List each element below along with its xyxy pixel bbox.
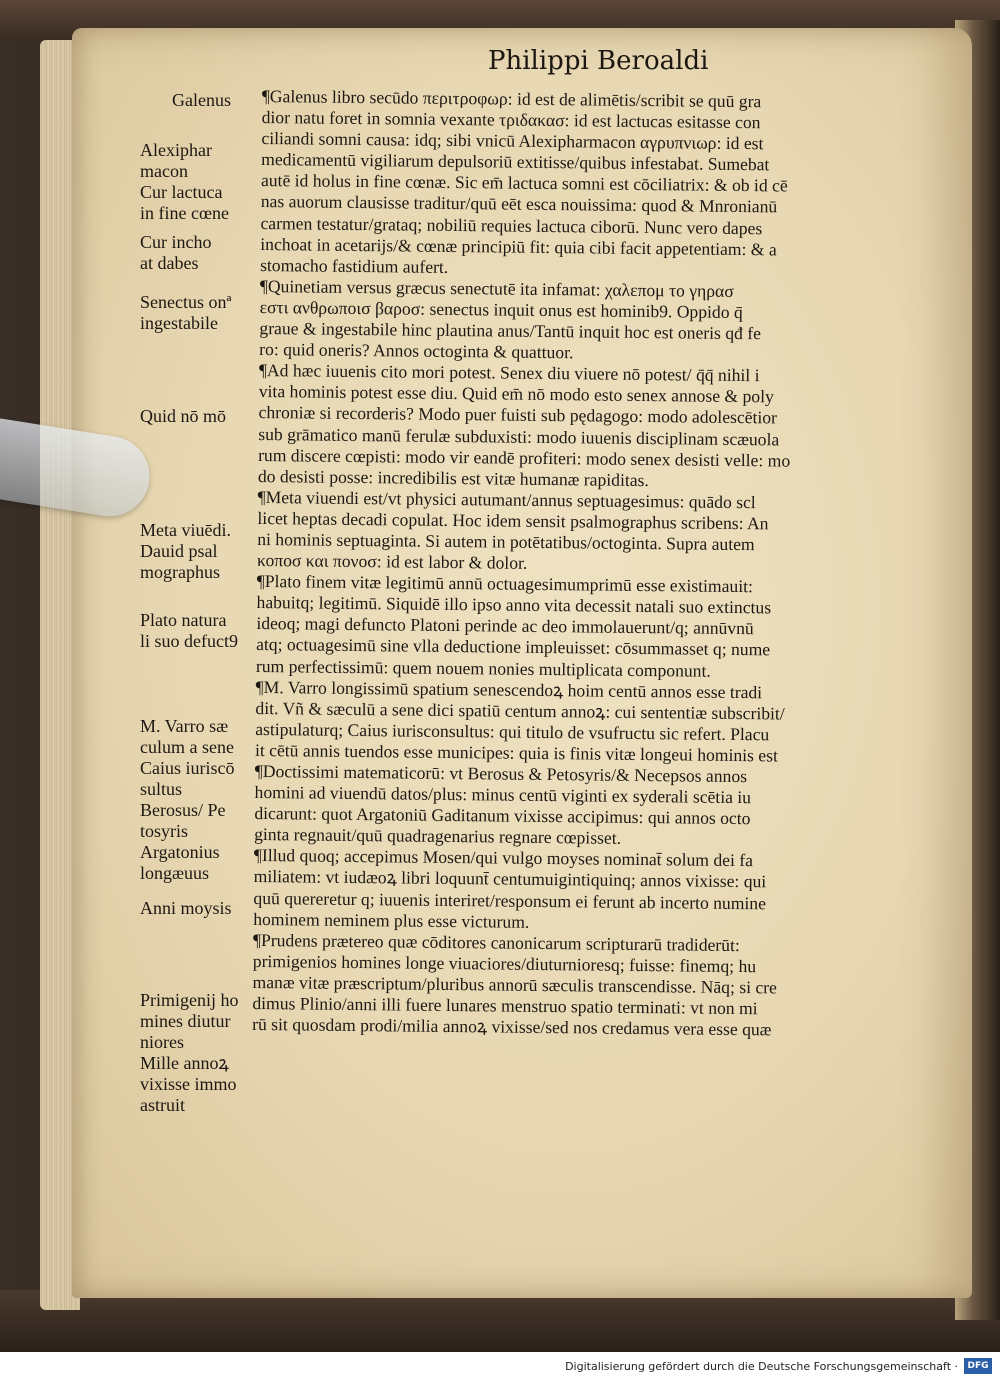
text-line: astipulaturq; Caius iurisconsultus: qui titulo de vsufructu sic refert. Placu xyxy=(255,718,770,745)
text-line: ¶Doctissimi matematicorū: vt Berosus & Petosyris/& Necepsos annos xyxy=(254,760,748,787)
text-line: ¶Ad hæc iuuenis cito mori potest. Senex diu viuere nō potest/ q̄q̄ nihil i xyxy=(258,360,760,386)
text-line: ¶Galenus libro secūdo περιτροφωρ: id est de alimētis/scribit se quū gra xyxy=(261,86,762,112)
text-line: nas auorum clausisse traditur/quū eēt esca nouissima: quod & Mnronianū xyxy=(260,191,778,217)
text-line: it cētū annis tuendos esse municipes: quia is finis vitæ longeui hominis est xyxy=(254,739,778,766)
text-line: chroniæ si recorderis? Modo puer fuisti sub pędagogo: modo adolescētior xyxy=(258,402,778,428)
margin-note-line: Argatonius xyxy=(140,842,220,862)
margin-note-line: Primigenij ho xyxy=(140,990,239,1010)
text-line: ciliandi somni causa: idq; sibi vnicū Alexipharmacon αγρυπνιωρ: id est xyxy=(261,128,764,154)
text-line: autē id holus in fine cœnæ. Sic em̄ lactuca somni est cōciliatrix: & ob id cē xyxy=(260,170,788,196)
margin-note-line: Berosus/ Pe xyxy=(140,800,226,820)
margin-note-line: Cur lactuca xyxy=(140,182,223,202)
margin-note xyxy=(140,716,265,800)
margin-note-line: at dabes xyxy=(140,253,199,273)
text-line: do desisti posse: incredibilis est vitæ humanæ rapiditas. xyxy=(257,465,649,490)
text-line: homini ad viuendū datos/plus: minus centū viginti ex syderali scētia iu xyxy=(254,782,752,808)
binding-bottom-edge xyxy=(0,1290,1000,1352)
text-line: ideoq; magi defuncto Platoni perinde ac deo immolauerunt/q; annūvnū xyxy=(256,613,754,639)
margin-note xyxy=(140,406,265,427)
margin-note-line: macon xyxy=(140,161,188,181)
margin-note-line: li suo defuct9 xyxy=(140,631,238,651)
text-line: ¶Prudens prætereo quæ cōditores canonicarum scripturarū tradiderūt: xyxy=(252,929,740,955)
margin-note-line: Galenus xyxy=(172,90,231,110)
text-line: miliatem: vt iudæoꝝ libri loquunt̄ centumuigintiquinq; annos vixisse: qui xyxy=(253,866,767,892)
margin-note-line: astruit xyxy=(140,1095,185,1115)
margin-note xyxy=(140,610,265,652)
margin-note-line: tosyris xyxy=(140,821,189,841)
text-line: ¶Illud quoq; accepimus Mosen/qui vulgo moyses nominat̄ solum dei fa xyxy=(253,845,754,871)
text-line: licet heptas decadi copulat. Hoc idem sensit psalmographus scribens: An xyxy=(257,507,769,534)
text-line: dior natu foret in somnia vexante τριδακασ: id est lactucas esitasse con xyxy=(261,107,761,133)
text-line: ¶Plato finem vitæ legitimū annū octuagesimumprimū esse existimauit: xyxy=(256,571,754,597)
margin-note-line: Caius iuriscō xyxy=(140,758,235,778)
margin-note-line: Anni moysis xyxy=(140,898,232,918)
margin-note xyxy=(140,898,265,919)
text-line: primigenios homines longe viuaciores/diuturnioresq; fuisse: finemq; hu xyxy=(252,950,757,977)
text-line: κοποσ και πονοσ: id est labor & dolor. xyxy=(256,550,528,573)
text-line: rum perfectissimū: quem nouem nonies multiplicata componunt. xyxy=(255,655,711,681)
margin-note-line: longæuus xyxy=(140,863,210,883)
margin-note xyxy=(140,140,265,182)
dfg-logo: DFG xyxy=(964,1358,992,1374)
text-line: ginta regnauit/quū quadragenarius regnare cœpisset. xyxy=(254,824,622,849)
main-text-block xyxy=(252,86,938,1042)
text-line: dit. Vñ & sæculū a sene dici spatiū centum annoꝝ: cui sententiæ subscribit/ xyxy=(255,697,785,724)
margin-note-line: Cur incho xyxy=(140,232,212,252)
text-line: εστι ανθρωποισ βαροσ: senectus inquit onus est hominib9. Oppido q̄ xyxy=(259,296,743,322)
text-line: carmen testatur/grataq; nobiliū requies lactuca ciborū. Nunc vero dapes xyxy=(260,212,763,238)
margin-note-line: Plato natura xyxy=(140,610,227,630)
text-line: ¶Quinetiam versus græcus senectutē ita infamat: χαλεπομ το γηρασ xyxy=(259,275,734,301)
text-line: dicarunt: quot Argatoniū Gaditanum vixisse accipimus: qui annos octo xyxy=(254,803,751,829)
footer-credit: Digitalisierung gefördert durch die Deutsche Forschungsgemeinschaft · xyxy=(565,1360,958,1373)
margin-note-line: niores xyxy=(140,1032,184,1052)
margin-note-line: sultus xyxy=(140,779,183,799)
margin-note xyxy=(140,292,265,334)
margin-note-line: Quid nō mō xyxy=(140,406,227,426)
text-line: ¶Meta viuendi est/vt physici autumant/annus septuagesimus: quādo scl xyxy=(257,486,756,512)
text-line: stomacho fastidium aufert. xyxy=(260,254,449,277)
margin-note-line: ingestabile xyxy=(140,313,218,333)
text-line: habuitq; legitimū. Siquidē illo ipso anno vita decessit natali suo extinctus xyxy=(256,592,772,618)
text-line: inchoat in acetarijs/& cœnæ principiū fit: quia cibi facit appetentiam: & a xyxy=(260,233,777,260)
text-line: rū sit quosdam prodi/milia annoꝝ vixisse/sed nos credamus vera esse quæ xyxy=(252,1014,772,1040)
text-line: ni hominis septuaginta. Si autem in potētatibus/octoginta. Supra autem xyxy=(257,528,755,555)
margin-note-line: Dauid psal xyxy=(140,541,218,561)
margin-note-line: Meta viuēdi. xyxy=(140,520,231,540)
text-line: manæ vitæ præscriptum/pluribus annorū sæculis transcendisse. Nāq; si cre xyxy=(252,971,778,998)
margin-note-line: in fine cœne xyxy=(140,203,229,223)
margin-note xyxy=(140,182,265,224)
margin-note xyxy=(172,90,297,111)
text-line: medicamentū vigiliarum depulsoriū extitisse/quibus infestabat. Sumebat xyxy=(261,149,770,175)
text-line: quū quereretur q; iuuenis interiret/responsum ei ferunt ab incerto numine xyxy=(253,887,767,913)
margin-note-line: M. Varro sæ xyxy=(140,716,229,736)
text-line: rum discere cœpisti: modo vir eandē profiteri: modo senex desisti velle: mo xyxy=(258,444,791,471)
margin-note-line: Alexiphar xyxy=(140,140,212,160)
margin-note xyxy=(140,232,265,274)
margin-note-line: Senectus onª xyxy=(140,292,232,312)
margin-note xyxy=(140,520,265,583)
text-line: dimus Plinio/anni illi fuere lunares menstruo spatio terminati: vt non mi xyxy=(252,992,758,1019)
text-line: ro: quid oneris? Annos octoginta & quattuor. xyxy=(259,339,574,363)
margin-note-line: mines diutur xyxy=(140,1011,231,1031)
text-line: graue & ingestabile hinc plautina anus/Tantū inquit hoc est oneris qđ fe xyxy=(259,318,762,344)
margin-note-line: Mille annoꝝ xyxy=(140,1053,229,1073)
text-line: atq; octuagesimū sine vlla deductione impleuisset: cōsummasset q; nume xyxy=(256,634,771,660)
margin-note-line: mographus xyxy=(140,562,220,582)
text-line: ¶M. Varro longissimū spatium senescendoꝝ hoim centū annos esse tradi xyxy=(255,676,763,702)
text-line: hominem neminem plus esse victurum. xyxy=(253,908,530,932)
text-line: vita hominis potest esse diu. Quid em̄ nō modo esto senex annose & poly xyxy=(258,381,774,407)
margin-note-line: culum a sene xyxy=(140,737,234,757)
margin-note xyxy=(140,800,265,884)
running-head: Philippi Beroaldi xyxy=(488,46,709,76)
margin-note xyxy=(140,990,265,1116)
text-line: sub grāmatico manū ferulæ subduxisti: modo iuuenis disciplinam scæuola xyxy=(258,423,780,449)
margin-note-line: vixisse immo xyxy=(140,1074,237,1094)
